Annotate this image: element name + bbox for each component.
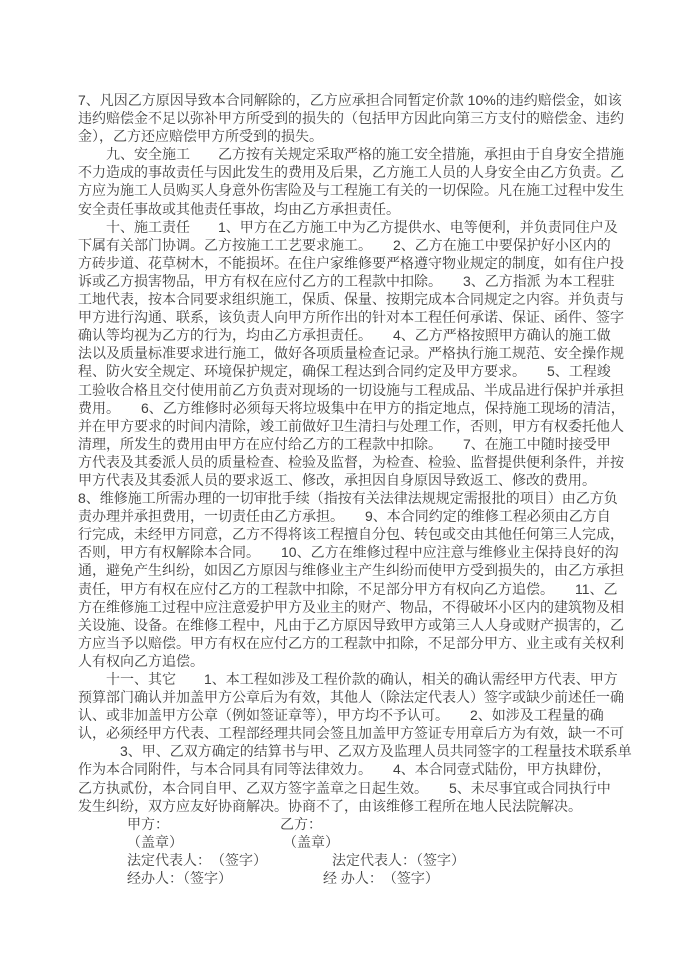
text-line: 责办理并承担费用，一切责任由乙方承担。 9、本合同约定的维修工程必须由乙方自: [78, 508, 611, 525]
text-line: 不力造成的事故责任与因此发生的费用及后果，乙方施工人员的人身安全由乙方负责。乙: [78, 164, 624, 181]
document-body: [78, 91, 632, 815]
signature-row: [78, 851, 612, 869]
document-text: [78, 91, 632, 887]
signature-row: [78, 869, 612, 887]
text-line: 认，必须经甲方代表、工程部经理共同会签且加盖甲方签证专用章后方为有效，缺一不可: [78, 725, 624, 742]
text-line: 甲方代表及其委派人员的要求返工、修改，承担因自身原因导致返工、修改的费用。: [78, 471, 596, 488]
signature-block: [78, 815, 612, 887]
text-line: 法以及质量标准要求进行施工，做好各项质量检查记录。严格执行施工规范、安全操作规: [78, 345, 624, 362]
text-line: 方代表及其委派人员的质量检查、检验及监督，为检查、检验、监督提供便利条件，并按: [78, 453, 624, 470]
text-line: 并在甲方要求的时间内清除，竣工前做好卫生清扫与处理工作，否则，甲方有权委托他人: [78, 417, 624, 434]
text-line: 诉或乙方损害物品，甲方有权在应付乙方的工程款中扣除。 3、乙方指派 为本工程驻: [78, 272, 615, 289]
text-line: 清理，所发生的费用由甲方在应付给乙方的工程款中扣除。 7、在施工中随时接受甲: [78, 435, 611, 452]
text-line: 违约赔偿金不足以弥补甲方所受到的损失的（包括甲方因此向第三方支付的赔偿金、违约: [78, 110, 624, 127]
text-line: 工验收合格且交付使用前乙方负责对现场的一切设施与工程成品、半成品进行保护并承担: [78, 381, 624, 398]
text-line: 作为本合同附件，与本合同具有同等法律效力。 4、本合同壹式陆份，甲方执肆份，: [78, 761, 611, 778]
signature-row: [78, 815, 612, 833]
text-line: 十、施工责任 1、甲方在乙方施工中为乙方提供水、电等便利，并负责同住户及: [78, 218, 618, 235]
text-line: 行完成，未经甲方同意，乙方不得将该工程擅自分包、转包或交由其他任何第三人完成，: [78, 526, 624, 543]
party-b-seal-label: （盖章）: [283, 833, 339, 850]
text-line: 安全责任事故或其他责任事故，均由乙方承担责任。: [78, 200, 400, 217]
text-line: 预算部门确认并加盖甲方公章后为有效，其他人（除法定代表人）签字或缺少前述任一确: [78, 689, 624, 706]
text-line: 方在维修施工过程中应注意爱护甲方及业主的财产、物品，不得破坏小区内的建筑物及相: [78, 598, 624, 615]
text-line: 确认等均视为乙方的行为，均由乙方承担责任。 4、乙方严格按照甲方确认的施工做: [78, 327, 611, 344]
text-line: 方砖步道、花草树木，不能损坏。在住户家维修要严格遵守物业规定的制度，如有住户投: [78, 254, 624, 271]
text-line: 8、维修施工所需办理的一切审批手续（指按有关法律法规规定需报批的项目）由乙方负: [78, 490, 618, 507]
party-a-seal-label: （盖章）: [127, 833, 183, 850]
text-line: 发生纠纷，双方应友好协商解决。协商不了，由该维修工程所在地人民法院解决。: [78, 797, 582, 814]
text-line: 通，避免产生纠纷，如因乙方原因与维修业主产生纠纷而使甲方受到损失的，由乙方承担: [78, 562, 624, 579]
text-line: 下属有关部门协调。乙方按施工工艺要求施工。 2、乙方在施工中要保护好小区内的: [78, 236, 611, 253]
text-line: 认、或非加盖甲方公章（例如签证章等），甲方均不予认可。 2、如涉及工程量的确: [78, 707, 604, 724]
text-line: 金），乙方还应赔偿甲方所受到的损失。: [78, 128, 323, 145]
text-line: 人有权向乙方追偿。: [78, 652, 204, 669]
text-line: 方应为施工人员购买人身意外伤害险及与工程施工有关的一切保险。凡在施工过程中发生: [78, 182, 624, 199]
text-line: 7、凡因乙方原因导致本合同解除的，乙方应承担合同暂定价款 10%的违约赔偿金，如该: [78, 92, 622, 108]
text-line: 乙方执贰份，本合同自甲、乙双方签字盖章之日起生效。 5、未尽事宜或合同执行中: [78, 779, 611, 796]
text-line: 工地代表，按本合同要求组织施工，保质、保量、按期完成本合同规定之内容。并负责与: [78, 291, 624, 308]
party-a-legal-representative-label: 法定代表人： （签字）: [127, 851, 267, 868]
text-line: 九、安全施工 乙方按有关规定采取严格的施工安全措施，承担由于自身安全措施: [78, 146, 624, 163]
text-line: 十一、其它 1、本工程如涉及工程价款的确认，相关的确认需经甲方代表、甲方: [78, 671, 618, 687]
text-line: 程、防火安全规定、环境保护规定，确保工程达到合同约定及甲方要求。 5、工程竣: [78, 363, 611, 380]
party-a-agent-label: 经办人：（签字）: [127, 870, 232, 887]
party-b-label: 乙方：: [280, 815, 322, 832]
party-b-agent-label: 经 办人： （签字）: [323, 870, 439, 887]
text-line: 甲方进行沟通、联系，该负责人向甲方所作出的针对本工程任何承诺、保证、函件、签字: [78, 309, 624, 326]
text-line: 费用。 6、乙方维修时必须每天将垃圾集中在甲方的指定地点，保持施工现场的清洁，: [78, 399, 625, 416]
text-line: 关设施、设备。在维修工程中，凡由于乙方原因导致甲方或第三人人身或财产损害的，乙: [78, 616, 624, 633]
party-b-legal-representative-label: 法定代表人：（签字）: [332, 851, 465, 868]
signature-row: [78, 833, 612, 851]
text-line: 方应当予以赔偿。甲方有权在应付乙方的工程款中扣除，不足部分甲方、业主或有关权利: [78, 634, 624, 651]
text-line: 责任，甲方有权在应付乙方的工程款中扣除，不足部分甲方有权向乙方追偿。 11、乙: [78, 580, 618, 597]
text-line: 3、甲、乙双方确定的结算书与甲、乙双方及监理人员共同签字的工程量技术联系单: [78, 743, 632, 760]
party-a-label: 甲方：: [127, 815, 169, 832]
text-line: 否则，甲方有权解除本合同。 10、乙方在维修过程中应注意与维修业主保持良好的沟: [78, 544, 619, 561]
